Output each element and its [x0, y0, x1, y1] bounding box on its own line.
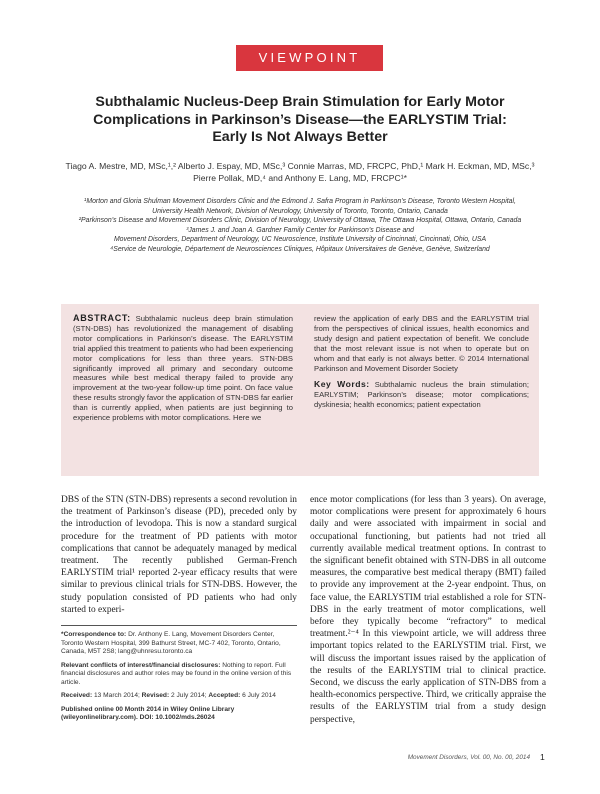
- accepted-date: 6 July 2014: [242, 692, 276, 699]
- author-line: Pierre Pollak, MD,⁴ and Anthony E. Lang, MD, FRCPC¹*: [193, 173, 407, 183]
- conflicts-note: [61, 662, 297, 688]
- keywords: [314, 380, 529, 410]
- correspondence-text: Dr. Anthony E. Lang, Movement Disorders Center, Toronto Western Hospital, 399 Bathurst Street, MC-7 402, Toronto, Ontario, Canada, M5T 2S8; lang@uhnresu.toronto.ca: [61, 631, 281, 655]
- abstract-right-column: [314, 314, 529, 410]
- correspondence-note: [61, 631, 297, 657]
- title-line: Early Is Not Always Better: [212, 129, 388, 145]
- published-note: Published online 00 Month 2014 in Wiley Online Library (wileyonlinelibrary.com). DOI: 10.1002/mds.26024: [61, 705, 235, 721]
- abstract-heading: ABSTRACT:: [73, 313, 131, 323]
- body-paragraph: DBS of the STN (STN-DBS) represents a second revolution in the treatment of Parkinson’s disease (PD), preceded only by the introduction of levodopa. This is now a standard surgical procedure for the treatment of PD patients with motor complications that cannot be adequately managed by medical treatment. The recently published German-French EARLYSTIM trial¹ reported 2-year efficacy results that were similar to previous clinical trials for STN-DBS. However, the study population consisted of PD patients who had only started to experi-: [61, 495, 297, 615]
- conflicts-text: Nothing to report. Full financial disclosures and author roles may be found in the online version of this article.: [61, 661, 292, 686]
- body-column-left: [61, 494, 297, 616]
- affiliation-line: University Health Network, Division of Neurology, University of Toronto, Toronto, Ontario, Canada: [152, 207, 448, 215]
- footnote-separator: [61, 625, 297, 626]
- received-label: Received:: [61, 692, 93, 699]
- conflicts-label: Relevant conflicts of interest/financial disclosures:: [61, 661, 221, 669]
- footnotes: [61, 631, 297, 728]
- keywords-text: Subthalamic nucleus the brain stimulation; EARLYSTIM; Parkinson’s disease; motor complications; dyskinesia; health economics; patient expectation: [314, 380, 530, 410]
- body-column-right: [310, 494, 546, 726]
- correspondence-label: *Correspondence to:: [61, 631, 127, 638]
- title-line: Subthalamic Nucleus-Deep Brain Stimulation for Early Motor: [95, 94, 505, 110]
- author-list: [60, 160, 540, 184]
- article-title: [60, 94, 540, 147]
- abstract-box: [61, 304, 539, 476]
- section-banner: VIEWPOINT: [236, 45, 383, 71]
- title-line: Complications in Parkinson’s Disease—the EARLYSTIM Trial:: [93, 111, 507, 128]
- revised-label: Revised:: [141, 692, 170, 699]
- affiliation-line: ²Parkinson’s Disease and Movement Disorders Clinic, Division of Neurology, University of Ottawa, The Ottawa Hospital, Ottawa, Ontario, Canada: [78, 217, 522, 225]
- journal-footer: Movement Disorders, Vol. 00, No. 00, 2014: [407, 754, 530, 761]
- page-number: 1: [540, 752, 545, 762]
- keywords-heading: Key Words:: [314, 379, 370, 390]
- body-paragraph: ence motor complications (for less than 3 years). On average, motor complications were present for approximately 6 hours daily and were associated with impairment in social and occupational functioning, but patients had not tried all currently available medical treatment options. In contrast to the significant benefit obtained with STN-DBS in all outcome measures, the comparative best medical therapy (BMT) failed to provide any improvement at the 2-year endpoint. Thus, on face value, the EARLYSTIM trial established a role for STN-DBS in the early treatment of motor complications, well before they typically become “refractory” to medical treatment.²⁻⁴ In this viewpoint article, we will address three important topics related to the EARLYSTIM trial. First, we will discuss the important issues raised by the application of the results of the EARLYSTIM trial to clinical practice. Second, we discuss the early application of STN-DBS from a health-economics perspective. Third, we critically appraise the results of the EARLYSTIM trial from a study design perspective,: [310, 495, 546, 725]
- revised-date: 2 July 2014;: [171, 692, 207, 699]
- affiliation-line: ³James J. and Joan A. Gardner Family Center for Parkinson’s Disease and: [186, 226, 414, 234]
- affiliations: [52, 197, 548, 255]
- affiliation-line: ¹Morton and Gloria Shulman Movement Disorders Clinic and the Edmond J. Safra Program in Parkinson’s Disease, Toronto Western Hospital,: [84, 198, 516, 205]
- affiliation-line: ⁴Service de Neurologie, Département de Neurosciences Cliniques, Hôpitaux Universitaires de Genève, Genève, Switzerland: [110, 245, 490, 253]
- author-line: Tiago A. Mestre, MD, MSc,¹,² Alberto J. Espay, MD, MSc,³ Connie Marras, MD, FRCPC, PhD,¹ Mark H. Eckman, MD, MSc,³: [65, 161, 535, 171]
- affiliation-line: Movement Disorders, Department of Neurology, UC Neuroscience, Institute University of Cincinnati, Cincinnati, Ohio, USA: [113, 236, 487, 244]
- dates-note: [61, 692, 297, 701]
- accepted-label: Accepted:: [208, 692, 241, 699]
- abstract-text: Subthalamic nucleus deep brain stimulation (STN-DBS) has revolutionized the management of disabling motor complications in Parkinson’s disease. The EARLYSTIM trial applied this treatment to patients who had been experiencing motor complications for less than three years. STN-DBS significantly improved all primary and secondary outcome measures while best medical therapy failed to provide any improvement at the two-year follow-up time point. On face value these results strongly favor the application of STN-DBS far earlier than is currently applied, when patients are just beginning to experience problems with motor complications. Here we: [73, 314, 293, 423]
- abstract-text-continued: review the application of early DBS and the EARLYSTIM trial from the perspectives of clinical issues, health economics and study design and patient expectation of benefit. We conclude that the most relevant issue is not when to operate but on whom and that early is not always better. © 2014 International Parkinson and Movement Disorder Society: [314, 314, 529, 373]
- received-date: 13 March 2014;: [94, 692, 140, 699]
- abstract-left-column: [73, 314, 293, 423]
